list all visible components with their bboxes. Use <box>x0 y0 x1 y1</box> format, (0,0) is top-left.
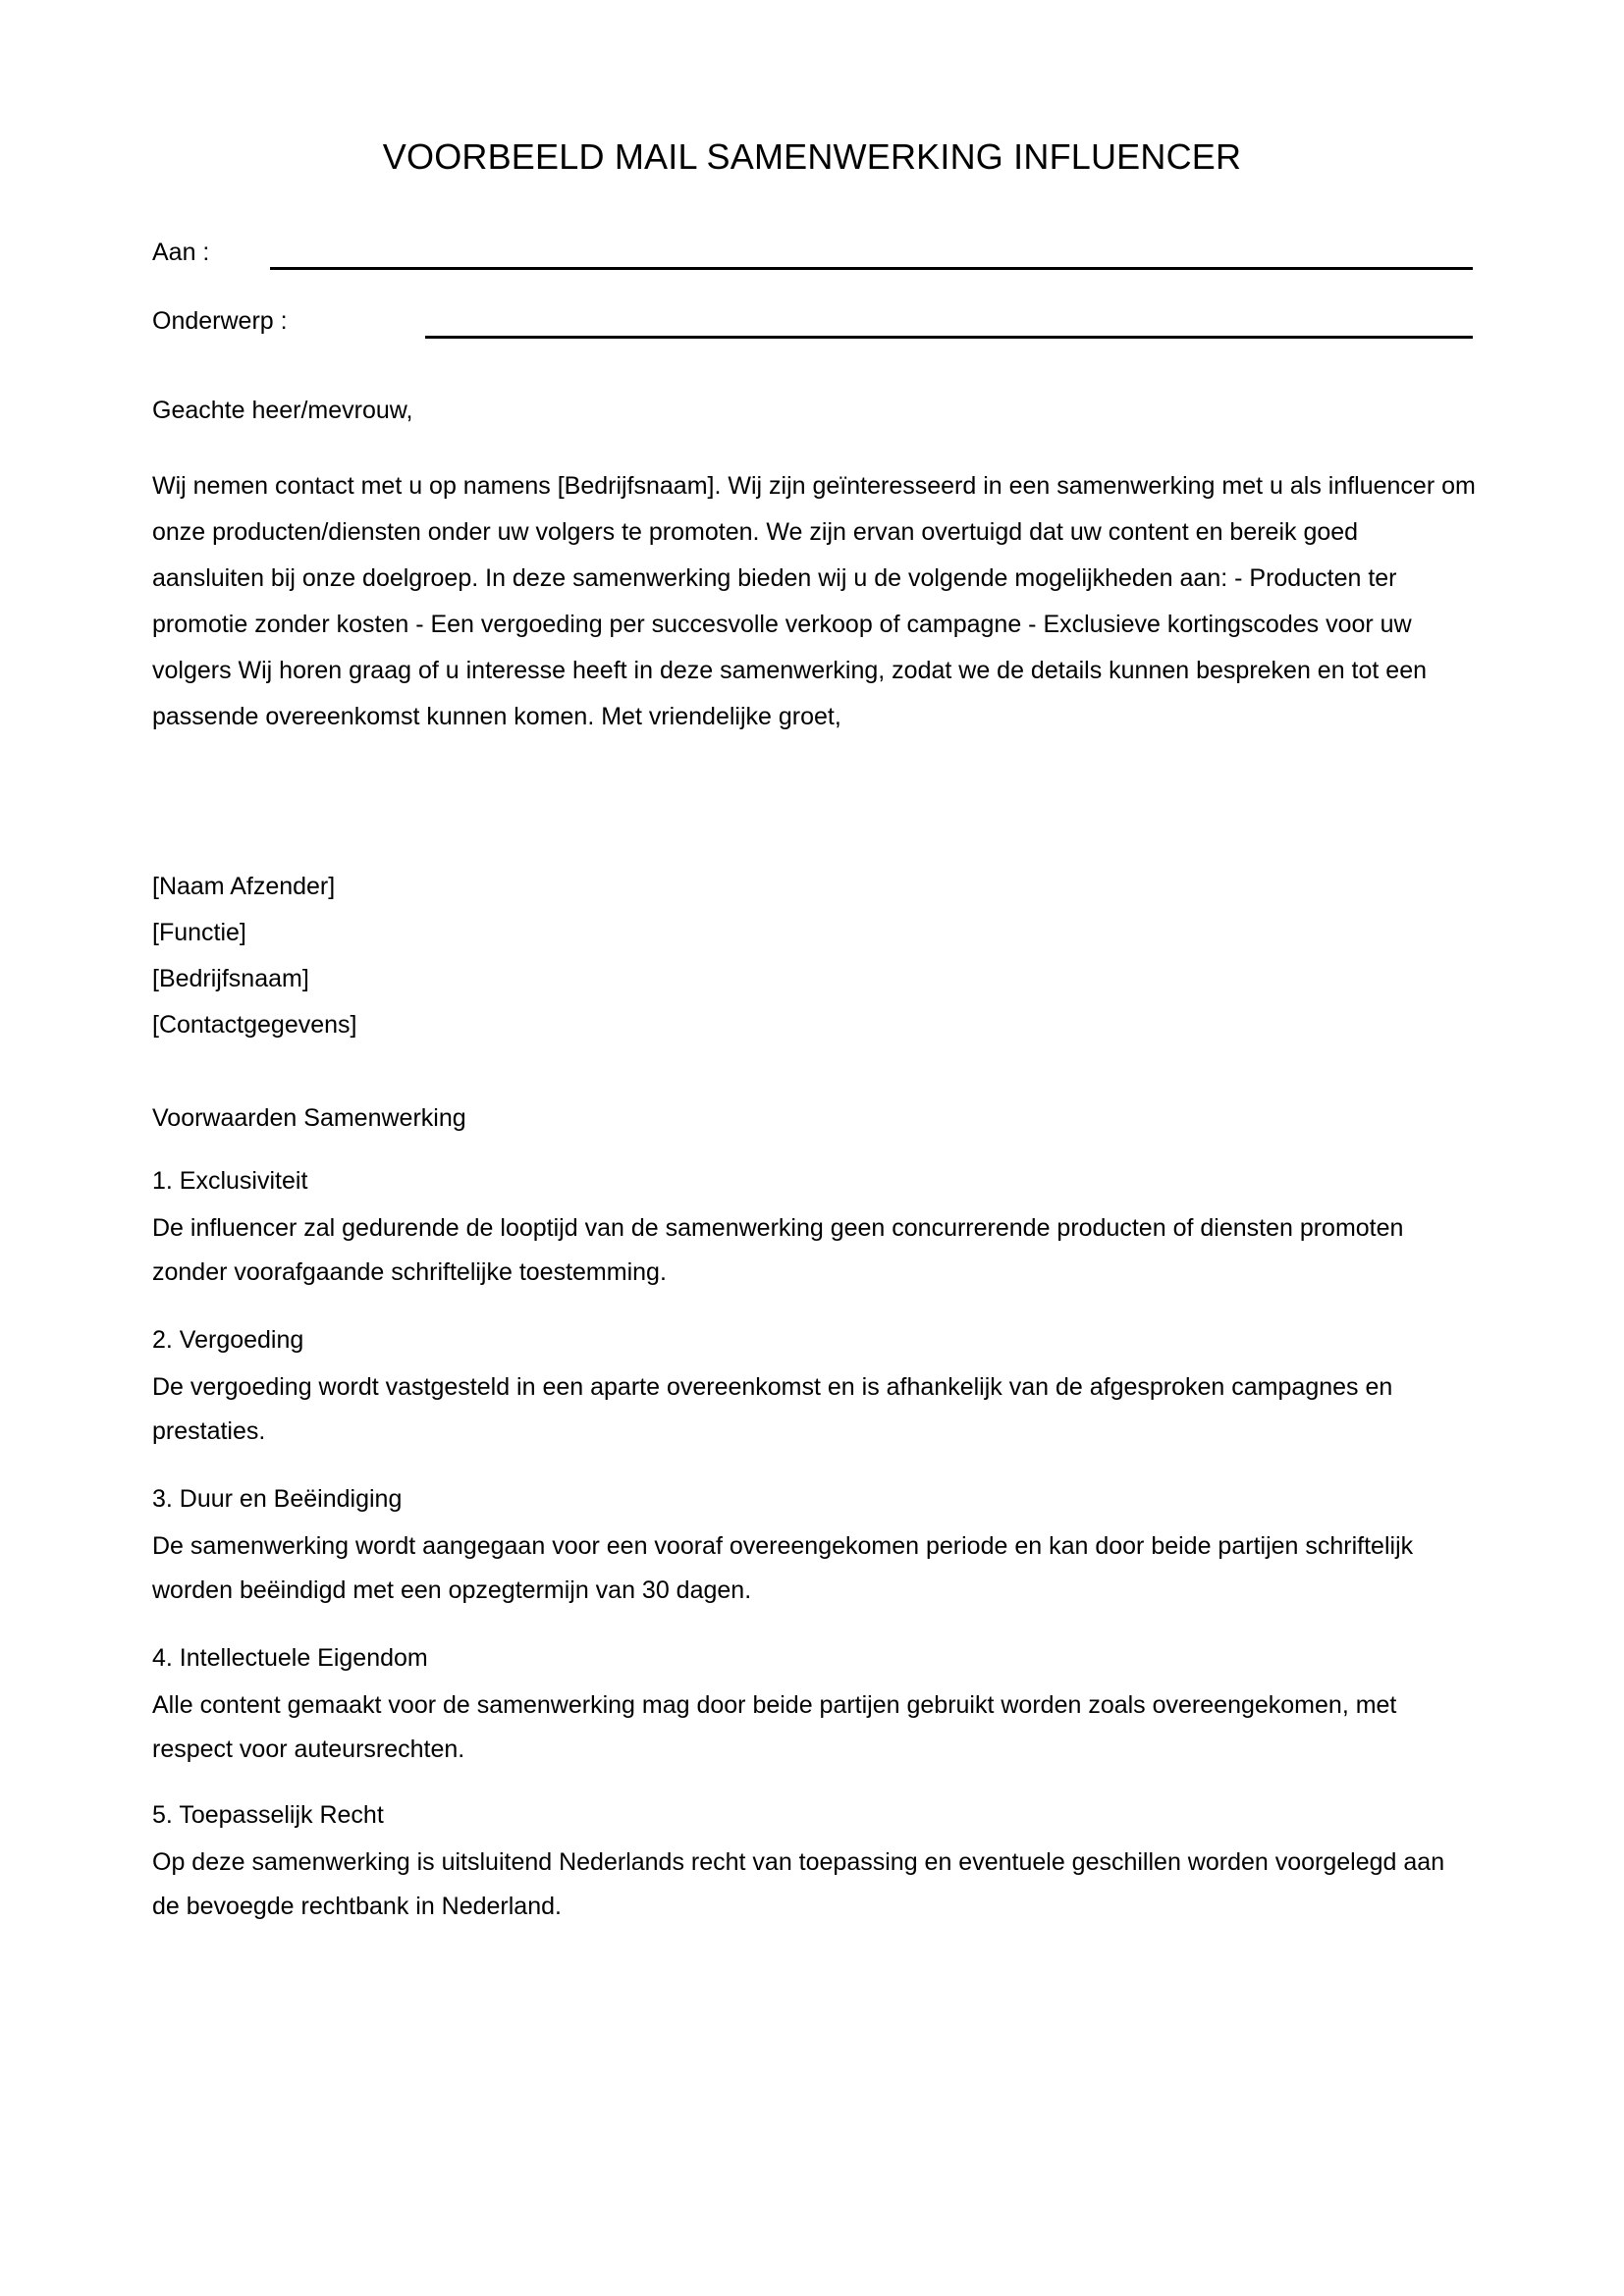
signature-company: [Bedrijfsnaam] <box>152 965 309 992</box>
condition-body: Op deze samenwerking is uitsluitend Nederlands recht van toepassing en eventuele geschillen worden voorgelegd aan de bevoegde rechtbank in Nederland. <box>152 1848 1445 1920</box>
condition-item <box>152 1320 1476 1454</box>
signature-block <box>152 864 1476 1048</box>
condition-title: 4. Intellectuele Eigendom <box>152 1644 428 1672</box>
condition-body: De influencer zal gedurende de looptijd van de samenwerking geen concurrerende producten of diensten promoten zonder voorafgaande schriftelijke toestemming. <box>152 1214 1404 1286</box>
condition-title: 2. Vergoeding <box>152 1326 304 1354</box>
condition-item <box>152 1161 1476 1295</box>
salutation: Geachte heer/mevrouw, <box>152 397 413 424</box>
signature-role: [Functie] <box>152 919 246 946</box>
condition-item <box>152 1479 1476 1613</box>
signature-sender-name: [Naam Afzender] <box>152 873 336 900</box>
recipient-field-row <box>152 236 1473 275</box>
condition-body: De samenwerking wordt aangegaan voor een vooraf overeengekomen periode en kan door beide partijen schriftelijk worden beëindigd met een opzegtermijn van 30 dagen. <box>152 1532 1414 1604</box>
recipient-label: Aan : <box>152 239 210 266</box>
condition-body: Alle content gemaakt voor de samenwerking mag door beide partijen gebruikt worden zoals overeengekomen, met respect voor auteursrechten. <box>152 1691 1397 1763</box>
letter-body: Wij nemen contact met u op namens [Bedrijfsnaam]. Wij zijn geïnteresseerd in een samenwerking met u als influencer om onze producten/diensten onder uw volgers te promoten. We zijn ervan overtuigd dat uw content en bereik goed aansluiten bij onze doelgroep. In deze samenwerking bieden wij u de volgende mogelijkheden aan: - Producten ter promotie zonder kosten - Een vergoeding per succesvolle verkoop of campagne - Exclusieve kortingscodes voor uw volgers Wij horen graag of u interesse heeft in deze samenwerking, zodat we de details kunnen bespreken en tot een passende overeenkomst kunnen komen. Met vriendelijke groet, <box>152 472 1476 730</box>
signature-contact: [Contactgegevens] <box>152 1011 357 1039</box>
subject-label: Onderwerp : <box>152 307 288 335</box>
condition-title: 5. Toepasselijk Recht <box>152 1801 384 1829</box>
subject-field-row <box>152 304 1473 344</box>
condition-title: 1. Exclusiviteit <box>152 1167 308 1195</box>
condition-item <box>152 1638 1476 1772</box>
subject-input-rule[interactable] <box>425 336 1473 339</box>
condition-title: 3. Duur en Beëindiging <box>152 1485 403 1513</box>
recipient-input-rule[interactable] <box>270 267 1473 270</box>
page-title: VOORBEELD MAIL SAMENWERKING INFLUENCER <box>382 136 1242 178</box>
condition-item <box>152 1795 1476 1929</box>
conditions-heading: Voorwaarden Samenwerking <box>152 1104 466 1132</box>
condition-body: De vergoeding wordt vastgesteld in een aparte overeenkomst en is afhankelijk van de afgesproken campagnes en prestaties. <box>152 1373 1393 1445</box>
